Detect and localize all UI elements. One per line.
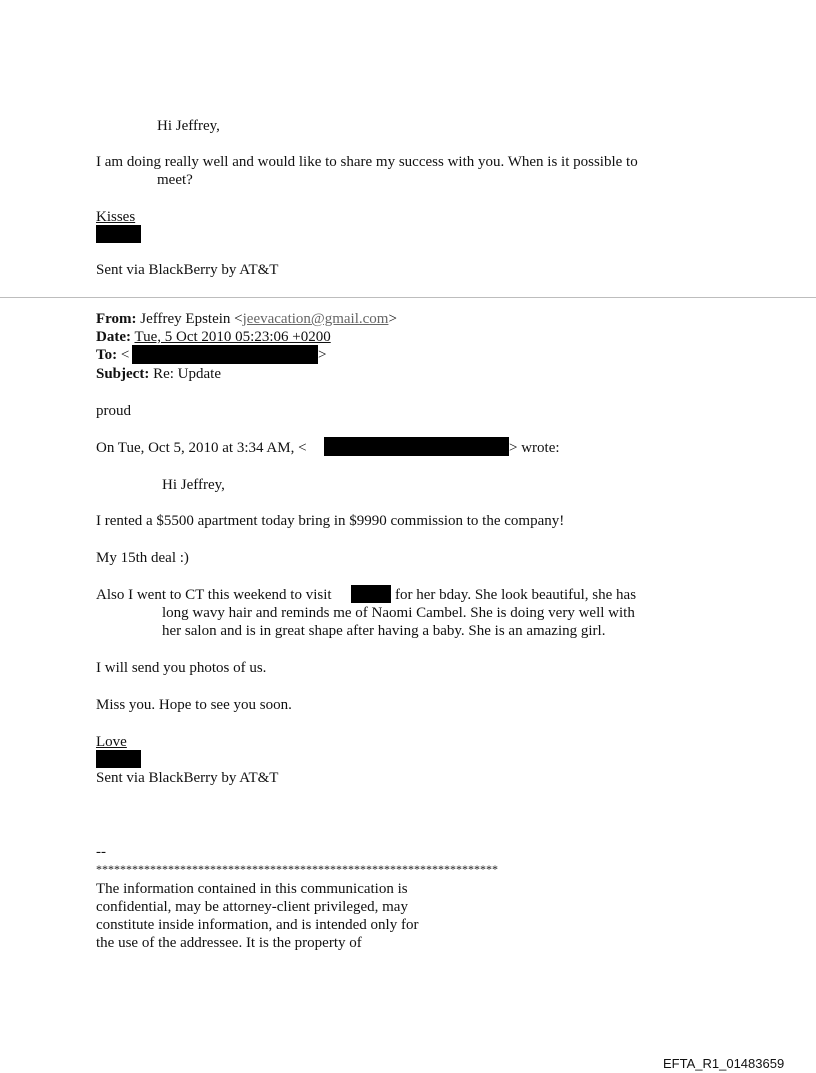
quote-greeting: Hi Jeffrey, [162,477,225,493]
sent-via-signature: Sent via BlackBerry by AT&T [96,770,279,786]
redaction-bar [96,750,141,768]
closing: Kisses [96,209,136,225]
subject-label: Subject: [96,366,150,382]
quote-paragraph: Miss you. Hope to see you soon. [96,697,292,713]
redaction-bar [324,437,509,456]
greeting: Hi Jeffrey, [157,118,220,134]
signature-dashes: -- [96,844,106,860]
to-label: To: [96,347,118,363]
to-close: > [318,347,327,363]
to-open: < [120,347,130,363]
quote-paragraph: long wavy hair and reminds me of Naomi Cambel. She is doing very well with [162,605,635,621]
redaction-bar [132,345,318,364]
from-close: > [388,311,397,327]
quote-paragraph: for her bday. She look beautiful, she has [395,587,637,603]
subject-value: Re: Update [153,366,221,382]
quote-paragraph: My 15th deal :) [96,550,189,566]
header-subject [96,365,221,383]
from-email-link[interactable]: jeevacation@gmail.com [242,311,389,327]
disclaimer-line: the use of the addressee. It is the property of [96,935,362,951]
from-name: Jeffrey Epstein < [140,311,243,327]
separator-stars: ******************************************************************* [96,862,498,876]
header-from [96,310,397,328]
body-line: meet? [157,172,193,188]
quote-paragraph: Also I went to CT this weekend to visit [96,587,332,603]
redaction-bar [351,585,391,603]
disclaimer-line: constitute inside information, and is intended only for [96,917,419,933]
from-label: From: [96,311,137,327]
redaction-bar [96,225,141,243]
quote-paragraph: I rented a $5500 apartment today bring in $9990 commission to the company! [96,513,565,529]
sent-via-signature: Sent via BlackBerry by AT&T [96,262,279,278]
quote-intro-suffix: > wrote: [509,440,560,456]
disclaimer-line: The information contained in this communication is [96,881,408,897]
quote-intro-prefix: On Tue, Oct 5, 2010 at 3:34 AM, < [96,440,307,456]
document-id: EFTA_R1_01483659 [663,1056,785,1071]
body-line: I am doing really well and would like to share my success with you. When is it possible to [96,154,638,170]
disclaimer-line: confidential, may be attorney-client privileged, may [96,899,408,915]
reply-text: proud [96,403,131,419]
date-label: Date: [96,329,131,345]
quote-paragraph: I will send you photos of us. [96,660,267,676]
quote-closing: Love [96,734,127,750]
quote-paragraph: her salon and is in great shape after having a baby. She is an amazing girl. [162,623,606,639]
header-to [96,346,129,364]
message-divider [0,297,816,298]
date-value: Tue, 5 Oct 2010 05:23:06 +0200 [134,329,331,345]
header-date [96,328,331,346]
